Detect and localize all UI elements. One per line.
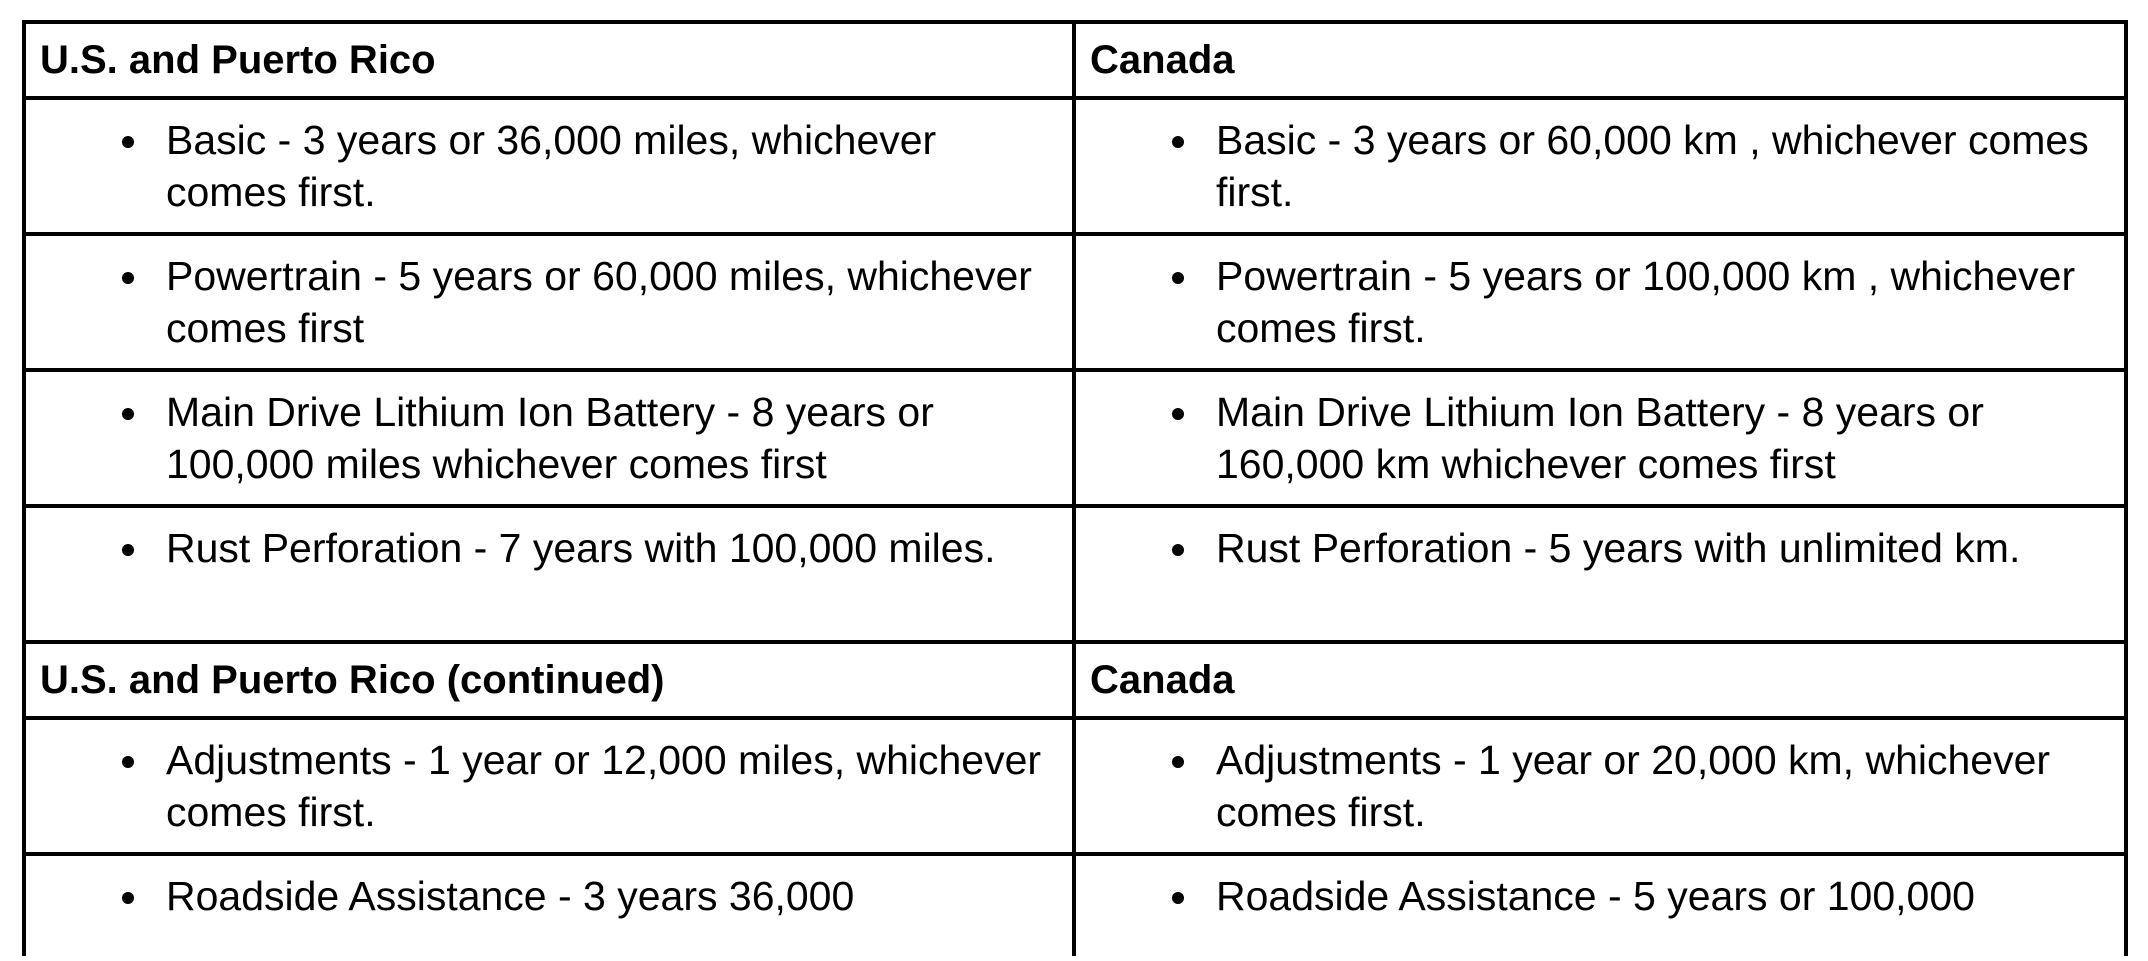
- us-pr-cell: [24, 854, 1074, 956]
- list-item: [26, 372, 1072, 490]
- canada-cell: [1074, 98, 2126, 234]
- table-row: [24, 506, 2126, 642]
- coverage-text: Rust Perforation - 5 years with unlimited km.: [1216, 525, 2021, 571]
- us-pr-cell: [24, 506, 1074, 642]
- bullet-icon: [1172, 544, 1184, 556]
- table-header-row: [24, 642, 2126, 718]
- list-item: [1076, 372, 2124, 490]
- coverage-text: Rust Perforation - 7 years with 100,000 miles.: [166, 525, 996, 571]
- coverage-text: Main Drive Lithium Ion Battery - 8 years or 100,000 miles whichever comes first: [166, 389, 934, 487]
- coverage-text: Adjustments - 1 year or 12,000 miles, whichever comes first.: [166, 737, 1042, 835]
- canada-header: Canada: [1074, 22, 2126, 98]
- bullet-icon: [1172, 272, 1184, 284]
- table-row: [24, 854, 2126, 956]
- canada-cell: [1074, 718, 2126, 854]
- list-item: [26, 720, 1072, 838]
- coverage-text: Main Drive Lithium Ion Battery - 8 years or 160,000 km whichever comes first: [1216, 389, 1984, 487]
- us-pr-cell: [24, 234, 1074, 370]
- bullet-icon: [122, 756, 134, 768]
- canada-cell: [1074, 370, 2126, 506]
- coverage-text: Basic - 3 years or 36,000 miles, whichever comes first.: [166, 117, 937, 215]
- bullet-icon: [1172, 408, 1184, 420]
- canada-cell: [1074, 506, 2126, 642]
- coverage-text: Powertrain - 5 years or 60,000 miles, whichever comes first: [166, 253, 1032, 351]
- bullet-icon: [122, 408, 134, 420]
- coverage-text: Roadside Assistance - 5 years or 100,000: [1216, 873, 1975, 919]
- table-row: [24, 370, 2126, 506]
- coverage-text: Powertrain - 5 years or 100,000 km , whichever comes first.: [1216, 253, 2076, 351]
- list-item: [26, 100, 1072, 218]
- list-item: [1076, 236, 2124, 354]
- table-header-row: [24, 22, 2126, 98]
- canada-header: Canada: [1074, 642, 2126, 718]
- list-item: [1076, 508, 2124, 574]
- bullet-icon: [1172, 136, 1184, 148]
- list-item: [26, 236, 1072, 354]
- table-row: [24, 718, 2126, 854]
- list-item: [1076, 100, 2124, 218]
- list-item: [1076, 856, 2124, 922]
- canada-cell: [1074, 234, 2126, 370]
- bullet-icon: [122, 272, 134, 284]
- coverage-text: Roadside Assistance - 3 years 36,000: [166, 873, 855, 919]
- us-pr-continued-header: U.S. and Puerto Rico (continued): [24, 642, 1074, 718]
- us-pr-cell: [24, 370, 1074, 506]
- bullet-icon: [122, 544, 134, 556]
- table-row: [24, 234, 2126, 370]
- bullet-icon: [122, 892, 134, 904]
- coverage-text: Basic - 3 years or 60,000 km , whichever comes first.: [1216, 117, 2089, 215]
- list-item: [26, 508, 1072, 574]
- coverage-text: Adjustments - 1 year or 20,000 km, whichever comes first.: [1216, 737, 2051, 835]
- list-item: [26, 856, 1072, 922]
- bullet-icon: [1172, 756, 1184, 768]
- canada-cell: [1074, 854, 2126, 956]
- us-pr-cell: [24, 718, 1074, 854]
- bullet-icon: [1172, 892, 1184, 904]
- us-pr-cell: [24, 98, 1074, 234]
- us-pr-header: U.S. and Puerto Rico: [24, 22, 1074, 98]
- bullet-icon: [122, 136, 134, 148]
- warranty-coverage-table: [22, 20, 2128, 956]
- list-item: [1076, 720, 2124, 838]
- table-row: [24, 98, 2126, 234]
